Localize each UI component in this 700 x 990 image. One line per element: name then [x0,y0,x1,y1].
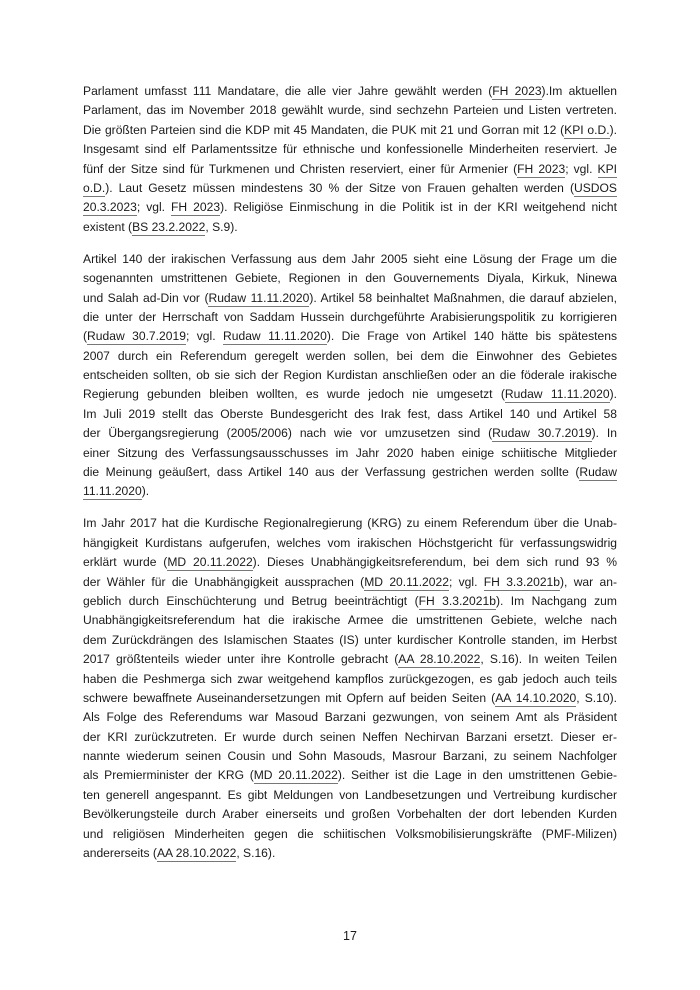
text-segment: Im Juli 2019 stellt das Oberste Bundesgericht des Irak fest, dass Artikel 140 und Artikel 58 [83,406,617,421]
text-segment: ). [609,122,617,137]
citation-link[interactable]: Rudaw 11.11.2020 [208,290,310,305]
text-line [83,82,617,101]
citation-link[interactable]: FH 2023 [492,84,542,98]
text-segment: fünf der Sitze sind für Turkmenen und Christen reserviert, einer für Armenier ( [83,161,518,176]
text-segment: nannte wiederum seinen Cousin und Sohn Masouds, Masrour Barzani, zu seinem Nachfolger [83,749,617,764]
text-segment: ; vgl. [448,574,484,589]
text-segment: als Premierminister der KRG ( [83,768,254,783]
citation-link[interactable]: Rudaw 11.11.2020 [504,387,610,402]
citation-link[interactable]: Rudaw 30.7.2019 [87,329,186,344]
text-line [83,289,617,308]
text-segment: ). Die Frage von Artikel 140 hätte bis spätestens [326,329,617,344]
citation-link[interactable]: MD 20.11.2022 [364,574,449,589]
text-line [83,179,617,198]
text-segment: ). [609,387,617,402]
citation-link[interactable]: MD 20.11.2022 [167,555,253,570]
text-line [83,844,617,863]
text-segment: hängigkeit Kurdistans aufgerufen, welches vom irakischen Höchstgericht für verfassungswidrig [83,535,617,550]
text-segment: und religiösen Minderheiten gegen die schiitischen Volksmobilisierungskräfte (PMF-Milizen) [83,826,617,841]
text-segment: , S.10). [576,690,617,705]
text-segment: ). Im Nachgang zum [495,593,617,608]
text-segment: erklärt wurde ( [83,555,168,570]
citation-link[interactable]: o.D. [83,180,106,195]
citation-link[interactable]: FH 2023 [171,200,221,215]
text-segment: Parlament umfasst 111 Mandatare, die alle vier Jahre gewählt werden ( [83,84,493,98]
text-segment: ). Artikel 58 beinhaltet Maßnahmen, die darauf abzielen, [309,290,617,305]
text-line [83,269,617,288]
text-segment: der Übergangsregierung (2005/2006) nach wie vor umzusetzen sind ( [83,426,493,441]
text-segment: die Meinung geäußert, dass Artikel 140 aus der Verfassung gestrichen werden sollte ( [83,465,580,480]
page-number: 17 [343,929,357,943]
text-line [83,670,617,689]
citation-link[interactable]: BS 23.2.2022 [132,219,206,234]
text-segment: sogenannten umstrittenen Gebiete, Regionen in den Gouvernements Diyala, Kirkuk, Ninewa [83,271,617,286]
text-line [83,347,617,366]
text-line [83,101,617,120]
text-segment: 2007 durch ein Referendum geregelt werden sollen, bei dem die Einwohner des Gebietes [83,348,617,363]
text-line [83,308,617,327]
citation-link[interactable]: AA 28.10.2022 [398,652,481,667]
text-segment: ). Dieses Unabhängigkeitsreferendum, bei dem sich rund 93 % [252,555,617,570]
text-segment: Bevölkerungsteile durch Araber einerseits und großen Vorbehalten der dort lebenden Kurden [83,807,617,822]
citation-link[interactable]: Rudaw 30.7.2019 [492,426,592,441]
text-line [83,514,617,533]
citation-link[interactable]: AA 28.10.2022 [156,846,237,861]
text-segment: ).Im aktuellen [541,84,617,98]
text-segment: existent ( [83,219,133,234]
text-line [83,747,617,766]
text-line [83,482,617,501]
text-segment: entscheiden sollten, ob sie sich der Region Kurdistan anschließen oder an die föderale irakische [83,368,617,383]
text-segment: ; vgl. [136,200,172,215]
citation-link[interactable]: KPI o.D. [564,122,610,137]
text-line [83,805,617,824]
text-segment: ). Laut Gesetz müssen mindestens 30 % der Sitze von Frauen gehalten werden ( [105,180,574,195]
citation-link[interactable]: FH 2023 [517,161,566,176]
text-line [83,534,617,553]
text-segment: haben die Peshmerga sich zwar weitgehend kampflos zurückgezogen, es gab jedoch auch teils [83,671,617,686]
text-line [83,786,617,805]
text-line [83,766,617,785]
text-segment: Als Folge des Referendums war Masoud Barzani gezwungen, von seinem Amt als Präsident [83,710,617,725]
text-segment: dem Zurückdrängen des Islamischen Staates (IS) unter kurdischer Kontrolle standen, im Herbst [83,632,617,647]
text-line [83,140,617,159]
text-segment: ( [83,329,88,344]
text-segment: Artikel 140 der irakischen Verfassung aus dem Jahr 2005 sieht eine Lösung der Frage um die [83,251,617,266]
text-segment: Im Jahr 2017 hat die Kurdische Regionalregierung (KRG) zu einem Referendum über die Unab- [83,516,617,531]
text-line [83,405,617,424]
paragraph [83,514,617,863]
text-line [83,825,617,844]
text-segment: einer Sitzung des Verfassungsausschusses im Jahr 2020 haben einige schiitische Mitglieder [83,445,617,460]
text-segment: Parlament, das im November 2018 gewählt wurde, sind sechzehn Parteien und Listen vertreten. [83,103,617,118]
citation-link[interactable]: FH 3.3.2021b [483,574,560,589]
citation-link[interactable]: USDOS [573,180,617,195]
text-line [83,160,617,179]
citation-link[interactable]: FH 3.3.2021b [418,593,496,608]
text-segment: ). [141,484,150,499]
text-line [83,592,617,611]
text-segment: ), war an- [560,574,617,589]
text-line [83,708,617,727]
text-line [83,463,617,482]
text-line [83,689,617,708]
text-segment: Die größten Parteien sind die KDP mit 45 Mandaten, die PUK mit 21 und Gorran mit 12 ( [83,122,565,137]
text-line [83,728,617,747]
citation-link[interactable]: KPI [597,161,617,176]
text-line [83,327,617,346]
text-segment: ). In [591,426,618,441]
citation-link[interactable]: 20.3.2023 [83,200,137,215]
paragraph [83,82,617,237]
text-segment: schwere bewaffnete Auseinandersetzungen mit Opfern auf beiden Seiten ( [83,690,496,705]
text-segment: , S.16). [236,846,276,861]
text-segment: und Salah ad-Din vor ( [83,290,209,305]
text-segment: Regierung gebunden bleiben wollten, es wurde jedoch nie umgesetzt ( [83,387,505,402]
text-segment: ). Religiöse Einmischung in die Politik ist in der KRI weitgehend nicht [220,200,617,215]
paragraph [83,250,617,502]
text-line [83,121,617,140]
text-segment: Unabhängigkeitsreferendum hat die irakische Armee die umstrittenen Gebiete, welche nach [83,613,617,628]
text-segment: , S.9). [205,219,238,234]
citation-link[interactable]: Rudaw [579,465,617,480]
text-segment: ). Seither ist die Lage in den umstrittenen Gebie- [337,768,617,783]
text-segment: ten generell angespannt. Es gibt Meldungen von Landbesetzungen und Vertreibung kurdischer [83,787,617,802]
text-line [83,444,617,463]
text-line [83,553,617,572]
text-line [83,573,617,592]
text-segment: geblich durch Einschüchterung und Betrug beeinträchtigt ( [83,593,419,608]
text-segment: ; vgl. [185,329,224,344]
citation-link[interactable]: 11.11.2020 [83,484,142,499]
text-line [83,424,617,443]
text-line [83,631,617,650]
text-segment: , S.16). In weiten Teilen [480,652,617,667]
text-segment: der KRI zurückzutreten. Er wurde durch seinen Neffen Nechirvan Barzani ersetzt. Dieser er- [83,729,617,744]
text-line [83,218,617,237]
text-segment: 2017 größtenteils wieder unter ihre Kontrolle gebracht ( [83,652,399,667]
text-line [83,198,617,217]
text-line [83,385,617,404]
text-segment: ; vgl. [565,161,598,176]
text-line [83,366,617,385]
text-segment: der Wähler für die Unabhängigkeit aussprachen ( [83,574,365,589]
text-segment: Insgesamt sind elf Parlamentssitze für ethnische und konfessionelle Minderheiten reserviert. Je [83,142,617,157]
citation-link[interactable]: Rudaw 11.11.2020 [223,329,327,344]
citation-link[interactable]: MD 20.11.2022 [253,768,338,783]
text-line [83,611,617,630]
text-line [83,250,617,269]
citation-link[interactable]: AA 14.10.2020 [495,690,577,705]
text-segment: andererseits ( [83,846,157,861]
text-segment: die unter der Herrschaft von Saddam Hussein durchgeführte Arabisierungspolitik zu korrigieren [83,309,617,324]
document-body [83,82,617,876]
text-line [83,650,617,669]
